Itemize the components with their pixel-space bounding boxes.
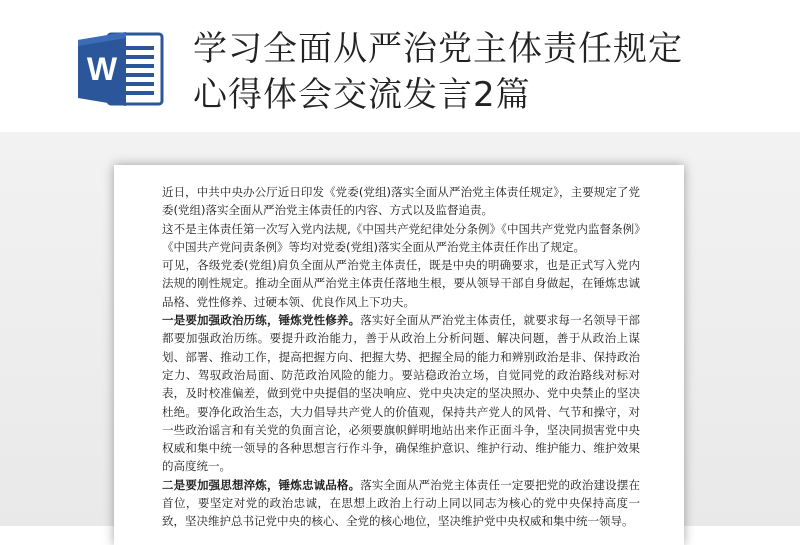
document-body — [162, 183, 640, 531]
document-page — [114, 165, 684, 545]
document-title-line-1: 学习全面从严治党主体责任规定 — [193, 29, 683, 69]
section-heading: 一是要加强政治历练，锤炼党性修养。 — [162, 313, 361, 328]
paragraph: 可见，各级党委(党组)肩负全面从严治党主体责任，既是中央的明确要求，也是正式写入党内法规的刚性规定。推动全面从严治党主体责任落地生根，要从领导干部自身做起，在锤炼忠诚品格、党性修养、过硬本领、优良作风上下功夫。 — [162, 258, 640, 309]
document-title-line-2: 心得体会交流发言2篇 — [193, 75, 531, 115]
paragraph: 近日，中共中央办公厅近日印发《党委(党组)落实全面从严治党主体责任规定》，主要规定了党委(党组)落实全面从严治党主体责任的内容、方式以及监督追责。 — [162, 185, 640, 218]
paragraph: 这不是主体责任第一次写入党内法规,《中国共产党纪律处分条例》《中国共产党党内监督条例》《中国共产党问责条例》等均对党委(党组)落实全面从严治党主体责任作出了规定。 — [162, 221, 640, 254]
word-icon-letter: W — [86, 51, 118, 87]
paragraph: 二是要加强思想淬炼，锤炼忠诚品格。落实全面从严治党主体责任一定要把党的政治建设摆在首位，要坚定对党的政治忠诚，在思想上政治上行动上同以同志为核心的党中央保持高度一致，坚决维护总书记党中央的核心、全党的核心地位，坚决维护党中央权威和集中统一领导。 — [162, 477, 641, 529]
section-heading: 二是要加强思想淬炼，锤炼忠诚品格。 — [162, 477, 361, 492]
paragraph: 一是要加强政治历练，锤炼党性修养。落实好全面从严治党主体责任，就要求每一名领导干部都要加强政治历练。要提升政治能力，善于从政治上分析问题、解决问题，善于从政治上谋划、部署、推动工作，提高把握方向、把握大势、把握全局的能力和辨别政治是非、保持政治定力、驾驭政治局面、防范政治风险的能力。要站稳政治立场，自觉同党的政治路线对标对表，及时校准偏差，做到党中央提倡的坚决响应、党中央决定的坚决照办、党中央禁止的坚决杜绝。要净化政治生态，大力倡导共产党人的价值观，保持共产党人的风骨、气节和操守，对一些政治谣言和有关党的负面言论，必须要旗帜鲜明地站出来作正面斗争，坚决同损害党中央权威和集中统一领导的各种思想言行作斗争，确保维护意识、维护行动、维护能力、维护效果的高度统一。 — [162, 313, 641, 474]
document-title — [193, 26, 783, 118]
word-document-icon — [76, 30, 166, 108]
page-header — [0, 0, 800, 132]
